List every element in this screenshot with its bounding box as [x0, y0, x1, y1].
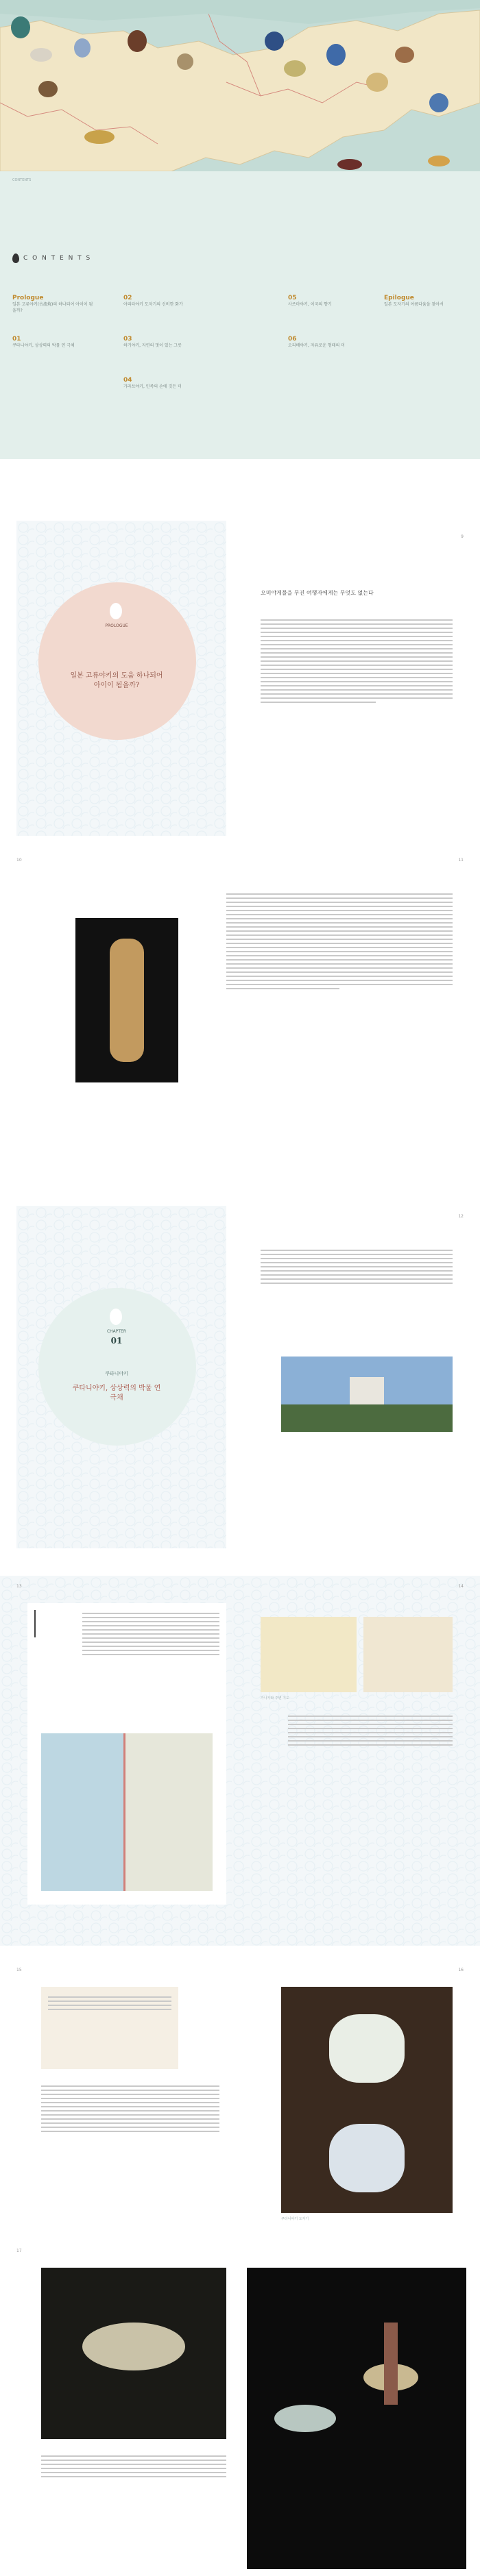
chapter-title: 쿠타니야키, 상상력의 박물 연 극채 — [72, 1385, 161, 1402]
peninsula-map — [261, 1617, 357, 1692]
toc-item[interactable]: 02 아리타야키 도자기의 신비한 화가 — [123, 295, 183, 307]
chapter-spread — [0, 1206, 480, 1562]
text-panel — [27, 1603, 226, 1905]
essay-body — [226, 891, 453, 992]
map-section-spread — [0, 1576, 480, 1946]
last-spread — [0, 2240, 480, 2576]
haniwa-photo — [75, 918, 178, 1082]
page-number: 12 — [458, 1214, 464, 1219]
page-number: 17 — [16, 2249, 22, 2253]
map-text — [288, 1713, 453, 1748]
toc-item[interactable]: 06 오리베야키, 자유로운 형태의 미 — [288, 336, 345, 348]
prologue-label: PROLOGUE — [105, 623, 128, 628]
page-number: 15 — [16, 1968, 22, 1972]
drop-icon — [110, 1309, 122, 1325]
page-number: 14 — [458, 1584, 464, 1589]
toc-item[interactable]: 01 쿠타니야키, 상상력의 박물 연 극채 — [12, 336, 75, 348]
drop-icon — [110, 603, 122, 619]
toc-item[interactable]: 03 하기야키, 자연의 멋이 있는 그릇 — [123, 336, 182, 348]
map-caption: 가나자와 주변 지도 — [261, 1696, 289, 1700]
contents-spread — [0, 171, 480, 459]
toc-item[interactable]: 04 가라쓰야키, 민족의 손에 깃든 미 — [123, 377, 182, 389]
castle-photo — [281, 1357, 453, 1432]
page-number: 9 — [461, 534, 464, 539]
page-number: 10 — [16, 858, 22, 863]
gallery-photo — [247, 2268, 466, 2569]
prologue-spread — [0, 521, 480, 836]
toc-item[interactable]: Prologue 일본 고류야키(古流焼)의 하나되어 아이이 됨을까? — [12, 295, 93, 313]
essay-spread — [0, 850, 480, 1192]
map-spread — [0, 0, 480, 171]
page-number: 13 — [16, 1584, 22, 1589]
japan-map — [0, 0, 480, 171]
contents-label: C O N T E N T S — [23, 255, 92, 262]
last-body — [41, 2453, 226, 2480]
header-text: CONTENTS — [12, 178, 32, 182]
chapter-number: 01 — [110, 1336, 123, 1346]
drop-icon — [12, 253, 19, 263]
sidebar-box — [34, 1610, 75, 1637]
toc-item[interactable]: Epilogue 일본 도자기의 아름다움을 찾아서 — [384, 295, 444, 307]
porcelain-spread — [0, 1959, 480, 2233]
toc-item[interactable]: 05 사쓰마야키, 이국의 향기 — [288, 295, 332, 307]
page-number: 11 — [458, 858, 464, 863]
city-map — [363, 1617, 453, 1692]
info-box — [41, 1987, 178, 2069]
page-number: 16 — [458, 1968, 464, 1972]
prologue-heading: 오미야게물을 무진 여행자에게는 무엇도 없는다 — [261, 590, 374, 596]
chapter-label: CHAPTER — [106, 1329, 127, 1334]
region-map — [41, 1733, 213, 1891]
chapter-body — [261, 1247, 453, 1287]
bowl-photo — [41, 2268, 226, 2439]
porcelain-photo — [281, 1987, 453, 2213]
porcelain-caption: 쿠타니야키 도자기 — [281, 2217, 309, 2221]
prologue-title: 일본 고류야키의 도움 하나되어 아이이 됨을까? — [70, 672, 163, 689]
porc-body — [41, 2083, 219, 2135]
prologue-body — [261, 617, 453, 706]
chapter-subtitle: 쿠타니야키 — [105, 1371, 128, 1376]
